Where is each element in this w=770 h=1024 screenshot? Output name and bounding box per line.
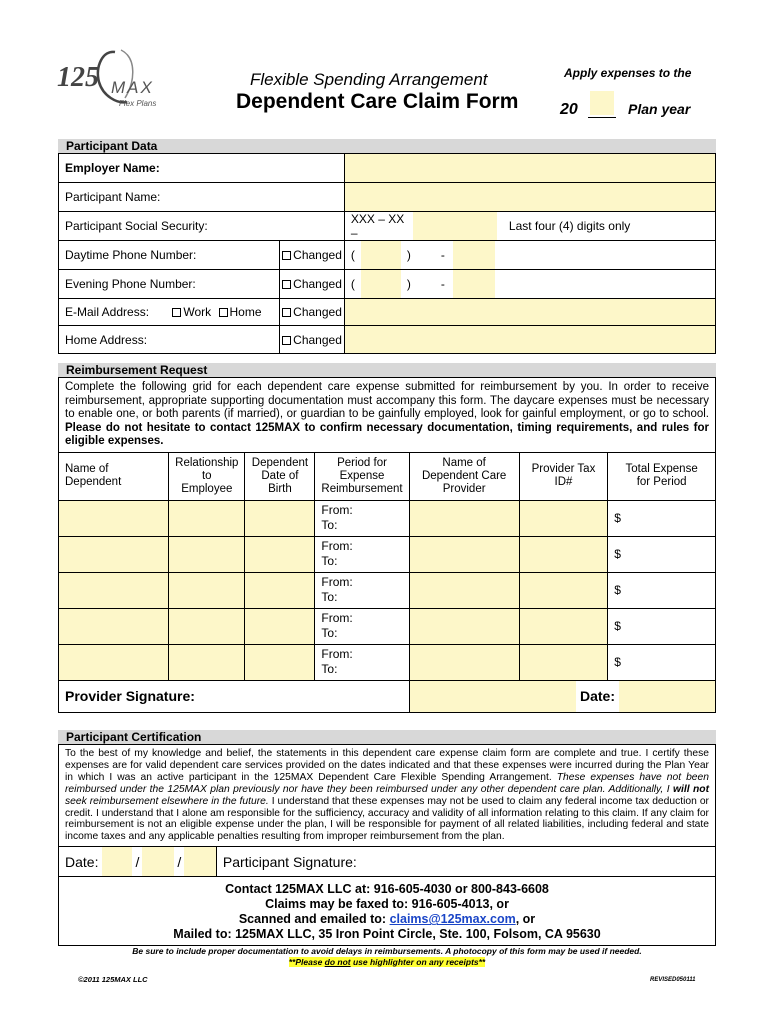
copyright: ©2011 125MAX LLC bbox=[78, 975, 148, 984]
relationship-input[interactable] bbox=[169, 500, 245, 536]
provider-tax-id-input[interactable] bbox=[519, 536, 608, 572]
email-changed-checkbox[interactable] bbox=[282, 308, 291, 317]
expense-row bbox=[59, 536, 716, 572]
provider-name-input[interactable] bbox=[409, 608, 519, 644]
dob-input[interactable] bbox=[245, 644, 315, 680]
documentation-note: Be sure to include proper documentation to avoid delays in reimbursements. A photocopy of this form may be used if needed. bbox=[132, 946, 642, 956]
date-month-input[interactable] bbox=[102, 847, 132, 876]
dependent-name-input[interactable] bbox=[59, 572, 169, 608]
provider-date-input[interactable] bbox=[619, 681, 715, 712]
date-day-input[interactable] bbox=[142, 847, 174, 876]
col-provider-name: Name of Dependent Care Provider bbox=[409, 452, 519, 500]
ssn-last-four-input[interactable] bbox=[413, 212, 497, 240]
relationship-input[interactable] bbox=[169, 608, 245, 644]
contact-mail: Mailed to: 125MAX LLC, 35 Iron Point Circle, Ste. 100, Folsom, CA 95630 bbox=[173, 927, 601, 942]
provider-name-input[interactable] bbox=[409, 644, 519, 680]
participant-name-label: Participant Name: bbox=[59, 183, 345, 212]
provider-tax-id-input[interactable] bbox=[519, 608, 608, 644]
certification-will-not: will not bbox=[672, 783, 709, 795]
participant-name-row bbox=[59, 183, 716, 212]
col-total-expense: Total Expense for Period bbox=[608, 452, 716, 500]
col-dependent-dob: Dependent Date of Birth bbox=[245, 452, 315, 500]
date-year-input[interactable] bbox=[184, 847, 216, 876]
home-address-row bbox=[59, 326, 716, 354]
total-expense-input[interactable]: $ bbox=[608, 644, 716, 680]
dob-input[interactable] bbox=[245, 536, 315, 572]
certification-text-italic-1: These expenses have not been reimbursed under the 125MAX plan previously nor have they been reimbursed under any other dependent care plan. Additionally, I bbox=[65, 771, 709, 795]
dependent-name-input[interactable] bbox=[59, 608, 169, 644]
participant-signature-label: Participant Signature: bbox=[222, 853, 357, 870]
plan-year-label: Plan year bbox=[628, 101, 691, 117]
contact-scan-label: Scanned and emailed to: bbox=[238, 912, 390, 927]
participant-name-input[interactable] bbox=[344, 183, 715, 212]
dependent-name-input[interactable] bbox=[59, 500, 169, 536]
apply-expenses-label: Apply expenses to the bbox=[564, 66, 692, 80]
125max-logo bbox=[55, 48, 185, 110]
dob-input[interactable] bbox=[245, 608, 315, 644]
highlighter-note: **Please do not use highlighter on any receipts** bbox=[288, 957, 486, 967]
dependent-name-input[interactable] bbox=[59, 536, 169, 572]
form-title: Dependent Care Claim Form bbox=[236, 90, 519, 113]
ssn-prefix: XXX – XX – bbox=[350, 212, 405, 240]
period-input[interactable]: From: To: bbox=[315, 644, 409, 680]
ssn-hint: Last four (4) digits only bbox=[508, 219, 631, 233]
email-input[interactable] bbox=[344, 299, 715, 326]
claims-email-link[interactable]: claims@125max.com bbox=[389, 912, 516, 927]
provider-signature-row bbox=[59, 680, 716, 712]
col-relationship: Relationship to Employee bbox=[169, 452, 245, 500]
evening-phone-label: Evening Phone Number: bbox=[59, 270, 280, 299]
total-expense-input[interactable]: $ bbox=[608, 536, 716, 572]
certification-text-1: To the best of my knowledge and belief, the statements in this dependent care expense claim form are complete and true. I certify these expenses are for valid dependent care services provided on the dates indicated and that these expenses were incurred during the Plan Year in which I was an active participant in the 125MAX Dependent Care Flexible Spending Arrangement. bbox=[65, 748, 709, 783]
home-address-label: Home Address: bbox=[59, 326, 280, 354]
relationship-input[interactable] bbox=[169, 572, 245, 608]
period-input[interactable]: From: To: bbox=[315, 572, 409, 608]
evening-phone-input[interactable]: ( ) - bbox=[345, 270, 715, 298]
employer-label: Employer Name: bbox=[59, 154, 345, 183]
email-row: E-Mail Address: Work Home Changed bbox=[59, 299, 716, 326]
daytime-phone-label: Daytime Phone Number: bbox=[59, 241, 280, 270]
participant-data-table bbox=[58, 153, 716, 354]
changed-label: Changed bbox=[293, 305, 342, 319]
provider-name-input[interactable] bbox=[409, 572, 519, 608]
ssn-row bbox=[59, 212, 716, 241]
participant-signature-input[interactable] bbox=[216, 847, 715, 877]
relationship-input[interactable] bbox=[169, 536, 245, 572]
col-period: Period for Expense Reimbursement bbox=[315, 452, 409, 500]
certification-text-italic-2: seek reimbursement elsewhere in the future. bbox=[65, 795, 269, 807]
logo-tagline: Flex Plans bbox=[119, 99, 157, 108]
email-home-checkbox[interactable] bbox=[219, 308, 228, 317]
ssn-label: Participant Social Security: bbox=[59, 212, 345, 241]
contact-phone: Contact 125MAX LLC at: 916-605-4030 or 800-843-6608 bbox=[225, 882, 549, 897]
participant-signature-row: Date: / / Participant Signature: bbox=[59, 847, 716, 877]
provider-signature-input[interactable] bbox=[410, 681, 576, 712]
period-input[interactable]: From: To: bbox=[315, 536, 409, 572]
logo-number: 125 bbox=[57, 62, 99, 93]
employer-name-input[interactable] bbox=[344, 154, 715, 183]
address-changed-checkbox[interactable] bbox=[282, 336, 291, 345]
total-expense-input[interactable]: $ bbox=[608, 500, 716, 536]
changed-label: Changed bbox=[293, 332, 342, 347]
changed-label: Changed bbox=[293, 277, 342, 291]
provider-tax-id-input[interactable] bbox=[519, 644, 608, 680]
participant-data-header: Participant Data bbox=[58, 139, 716, 153]
participant-date-label: Date: bbox=[65, 853, 99, 870]
period-input[interactable]: From: To: bbox=[315, 608, 409, 644]
provider-signature-label: Provider Signature: bbox=[59, 680, 410, 712]
expense-row bbox=[59, 644, 716, 680]
contact-row: Contact 125MAX LLC at: 916-605-4030 or 800-843-6608 Claims may be faxed to: 916-605-4013, or Scanned and emailed to: claims@125max.com, or Mailed to: 125MAX LLC, 35 Iron Point Circle, Ste. 100, Folsom, CA 95630 bbox=[59, 877, 716, 946]
evening-phone-row bbox=[59, 270, 716, 299]
provider-tax-id-input[interactable] bbox=[519, 500, 608, 536]
home-address-input[interactable] bbox=[344, 326, 715, 354]
participant-certification-header: Participant Certification bbox=[58, 730, 716, 744]
dob-input[interactable] bbox=[245, 500, 315, 536]
certification-text-2: I understand that these expenses may not be used to claim any federal income tax deduction or credit. I understand that I alone am responsible for the sufficiency, accuracy and validity of all information relating to this claim. If any claim for reimbursement is not an eligible expense under the plan, I will be responsible for payment of all related liabilities, including federal and state income taxes and any applicable penalties resulting from improper reimbursement from the plan. bbox=[65, 795, 709, 843]
reimbursement-table bbox=[58, 377, 716, 713]
provider-name-input[interactable] bbox=[409, 536, 519, 572]
provider-tax-id-input[interactable] bbox=[519, 572, 608, 608]
col-provider-tax-id: Provider Tax ID# bbox=[519, 452, 608, 500]
instructions-row bbox=[59, 378, 716, 453]
dependent-name-input[interactable] bbox=[59, 644, 169, 680]
expense-row bbox=[59, 500, 716, 536]
relationship-input[interactable] bbox=[169, 644, 245, 680]
year-prefix: 20 bbox=[560, 101, 578, 118]
provider-date-label: Date: bbox=[579, 688, 615, 705]
employer-row bbox=[59, 154, 716, 183]
logo-brand: MAX bbox=[111, 78, 154, 97]
changed-label: Changed bbox=[293, 248, 342, 262]
revision-code: REVISED050111 bbox=[650, 977, 696, 983]
expense-row bbox=[59, 608, 716, 644]
plan-year-underline bbox=[588, 117, 616, 118]
plan-year-input[interactable] bbox=[590, 91, 614, 115]
certification-table bbox=[58, 744, 716, 946]
reimbursement-request-header: Reimbursement Request bbox=[58, 363, 716, 377]
daytime-phone-row bbox=[59, 241, 716, 270]
provider-name-input[interactable] bbox=[409, 500, 519, 536]
col-name-of-dependent: Name of Dependent bbox=[59, 452, 169, 500]
contact-fax: Claims may be faxed to: 916-605-4013, or bbox=[265, 897, 509, 912]
grid-header-row bbox=[59, 452, 716, 500]
total-expense-input[interactable]: $ bbox=[608, 572, 716, 608]
form-subtitle: Flexible Spending Arrangement bbox=[250, 70, 488, 89]
certification-text-row bbox=[59, 745, 716, 847]
instructions-text: Complete the following grid for each dependent care expense submitted for reimbursement by you. In order to receive reimbursement, appropriate supporting documentation must accompany this form. The daycare expenses must be necessary to enable one, or both parents (if married), or guardian to be gainfully employed, look for gainful employment, or go to school. bbox=[65, 381, 709, 421]
daytime-phone-changed-checkbox[interactable] bbox=[282, 251, 291, 260]
instructions-bold-text: Please do not hesitate to contact 125MAX to confirm necessary documentation, timing requirements, and rules for eligible expenses. bbox=[65, 421, 709, 448]
email-label: E-Mail Address: bbox=[65, 305, 150, 319]
period-input[interactable]: From: To: bbox=[315, 500, 409, 536]
evening-phone-changed-checkbox[interactable] bbox=[282, 280, 291, 289]
email-work-checkbox[interactable] bbox=[172, 308, 181, 317]
expense-row bbox=[59, 572, 716, 608]
daytime-phone-input[interactable]: ( ) - bbox=[345, 241, 715, 269]
dob-input[interactable] bbox=[245, 572, 315, 608]
total-expense-input[interactable]: $ bbox=[608, 608, 716, 644]
